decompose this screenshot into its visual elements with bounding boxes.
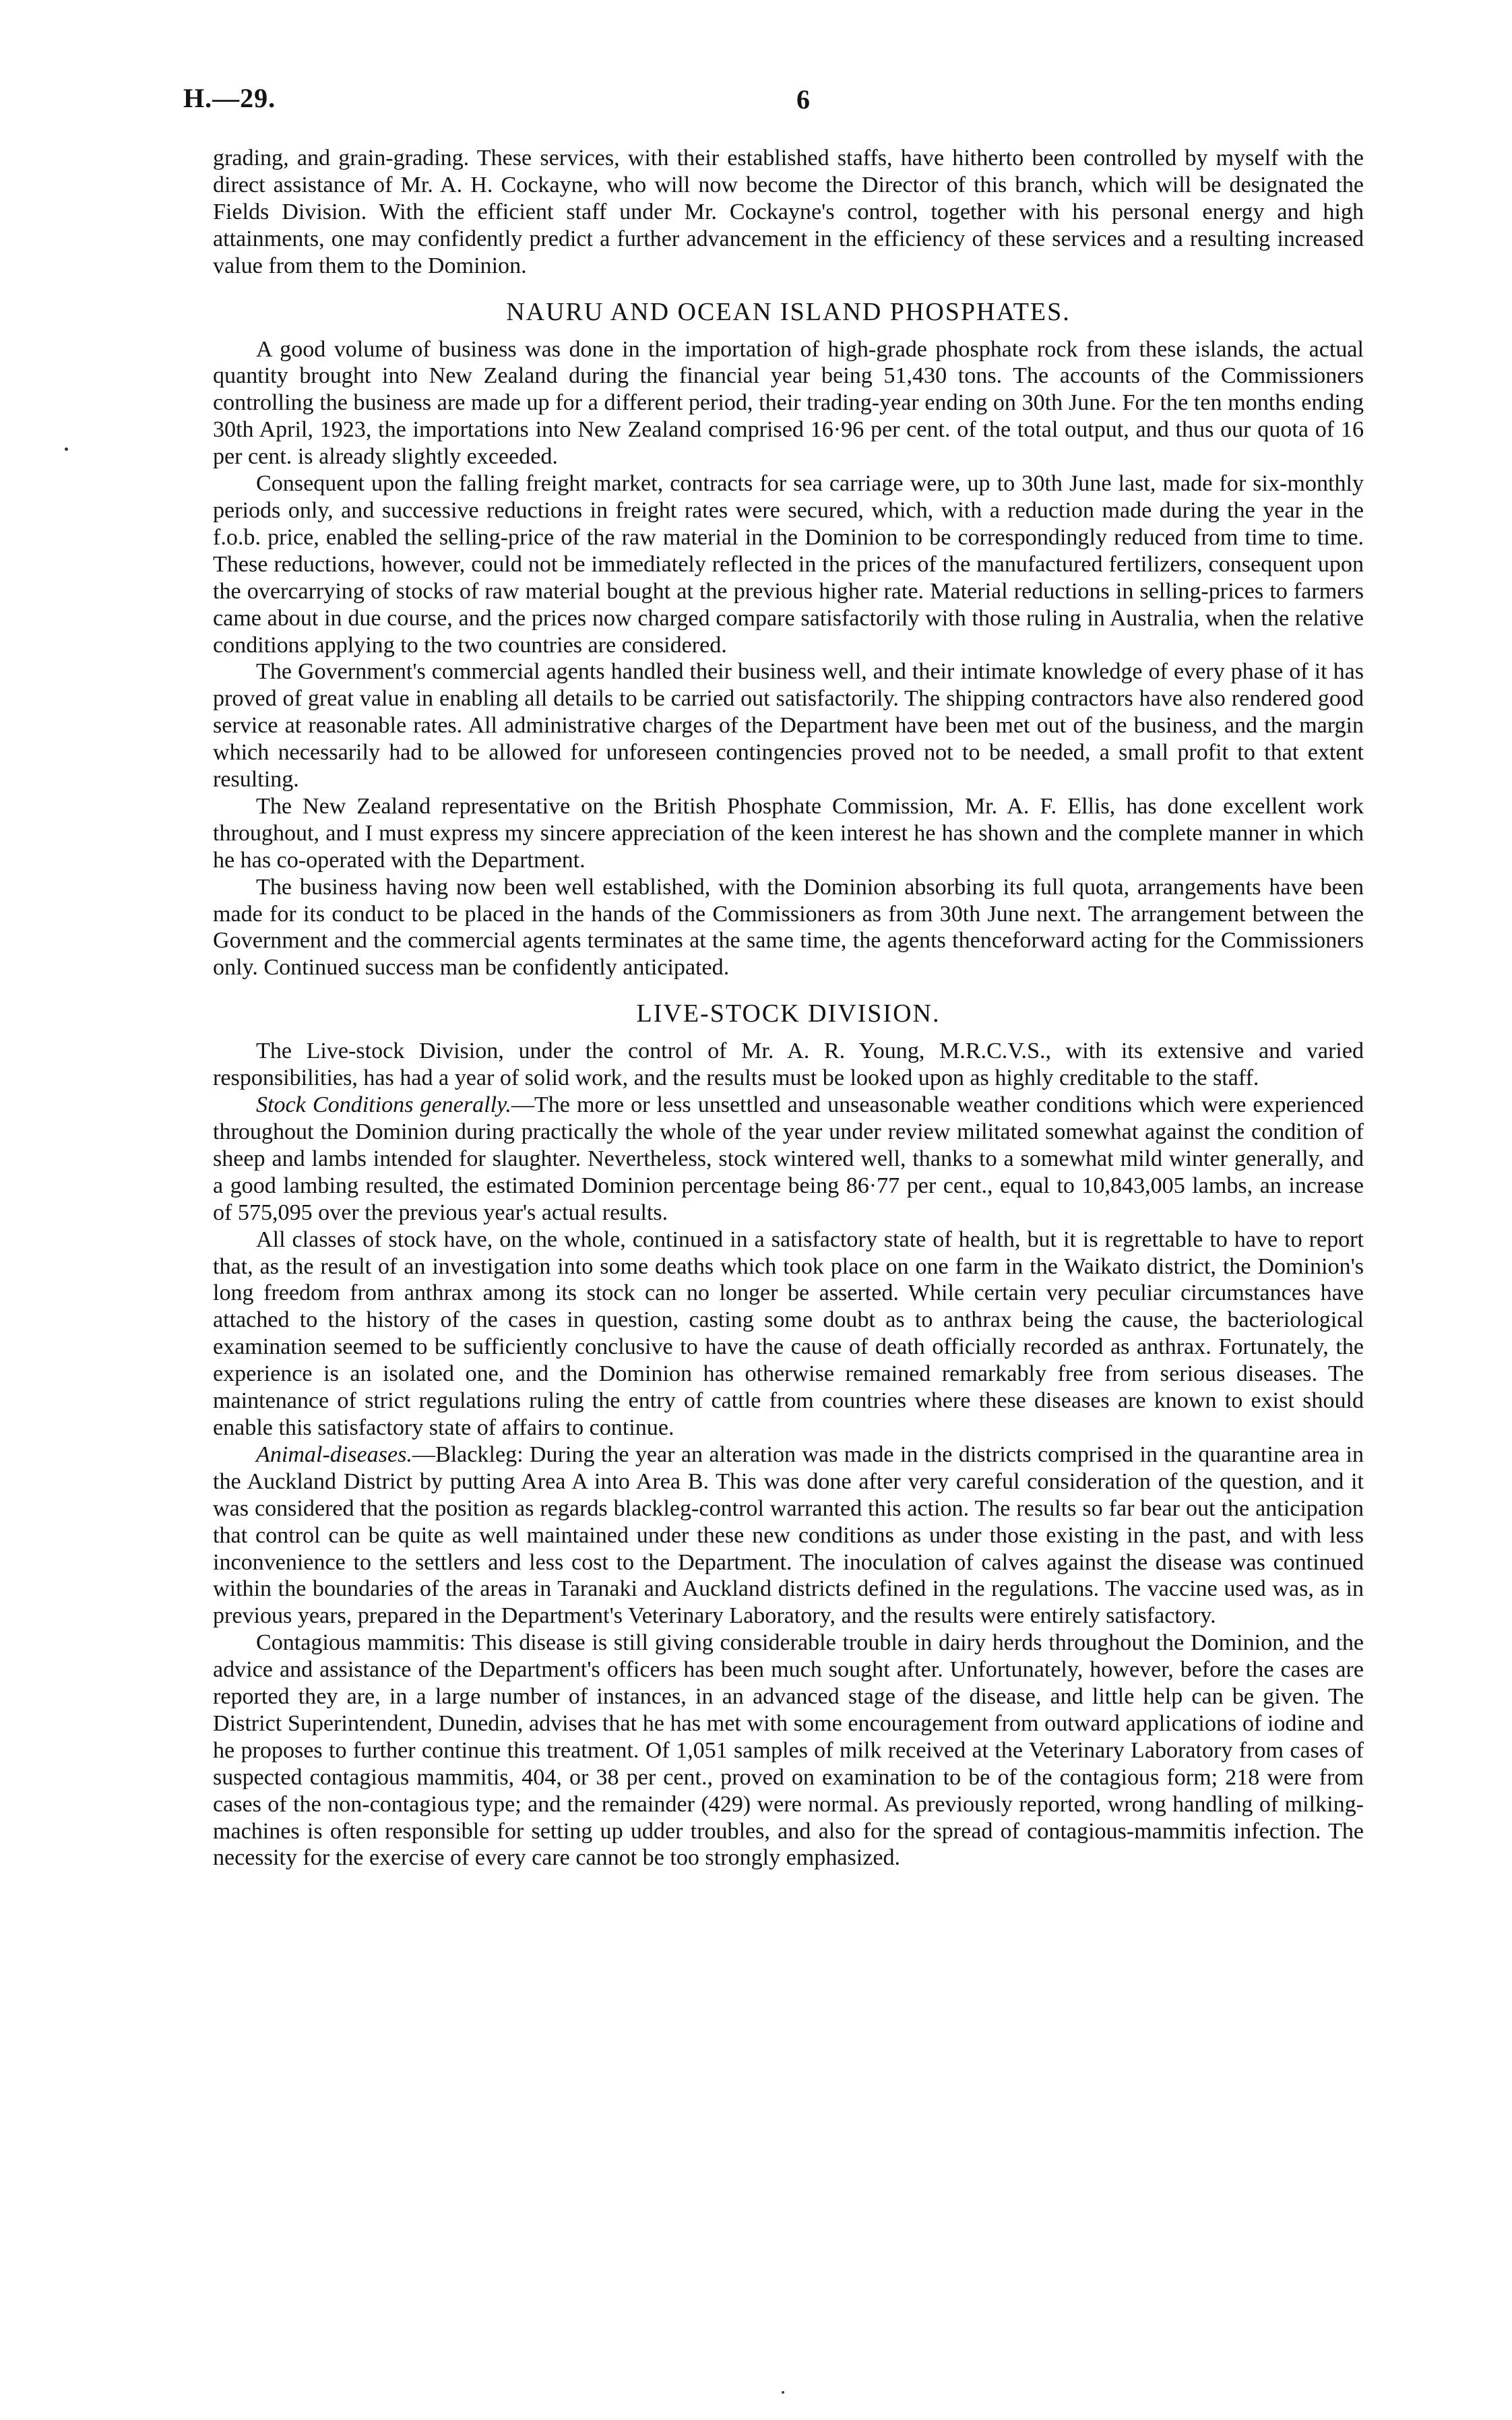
paragraph-livestock-1: The Live-stock Division, under the control of Mr. A. R. Young, M.R.C.V.S., with its extensive and varied responsibilities, has had a year of solid work, and the results must be looked upon as highly creditable to the staff. — [213, 1038, 1364, 1091]
paragraph-intro: grading, and grain-grading. These services, with their established staffs, have hitherto been controlled by myself with the direct assistance of Mr. A. H. Cockayne, who will now become the Director of this branch, which will be designated the Fields Division. With the efficient staff under Mr. Cockayne's control, together with his personal energy and high attainments, one may confidently predict a further advancement in the efficiency of these services and a resulting increased value from them to the Dominion. — [213, 146, 1364, 278]
subheading-animal-diseases: Animal-diseases. — [256, 1441, 412, 1467]
paragraph-nauru-4: The New Zealand representative on the British Phosphate Commission, Mr. A. F. Ellis, has done excellent work throughout, and I must express my sincere appreciation of the keen interest he has shown and the complete manner in which he has co-operated with the Department. — [213, 793, 1364, 873]
paragraph-nauru-1: A good volume of business was done in the importation of high-grade phosphate rock from these islands, the actual quantity brought into New Zealand during the financial year being 51,430 tons. The accounts of the Commissioners controlling the business are made up for a different period, their trading-year ending on 30th June. For the ten months ending 30th April, 1923, the importations into New Zealand comprised 16·96 per cent. of the total output, and thus our quota of 16 per cent. is already slightly exceeded. — [213, 336, 1364, 470]
paragraph-nauru-3: The Government's commercial agents handled their business well, and their intimate knowledge of every phase of it has proved of great value in enabling all details to be carried out satisfactorily. The shipping contractors have also rendered good service at reasonable rates. All administrative charges of the Department have been met out of the business, and the margin which necessarily had to be allowed for unforeseen contingencies proved not to be needed, a small profit to that extent resulting. — [213, 659, 1364, 793]
paragraph-livestock-3: All classes of stock have, on the whole, continued in a satisfactory state of health, but it is regrettable to have to report that, as the result of an investigation into some deaths which took place on one farm in the Waikato district, the Dominion's long freedom from anthrax among its stock can no longer be asserted. While certain very peculiar circumstances have attached to the history of the cases in question, casting some doubt as to anthrax being the cause, the bacteriological examination seemed to be sufficiently conclusive to have the cause of death officially recorded as anthrax. Fortunately, the experience is an isolated one, and the Dominion has otherwise remained remarkably free from serious diseases. The maintenance of strict regulations ruling the entry of cattle from countries where these diseases are known to exist should enable this satisfactory state of affairs to continue. — [213, 1227, 1364, 1440]
footer-mark — [782, 2391, 784, 2394]
subheading-stock-conditions: Stock Conditions generally. — [256, 1092, 511, 1118]
paragraph-livestock-2 — [213, 1092, 1364, 1227]
paragraph-livestock-2-text: —The more or less unsettled and unseasonable weather conditions which were experienced throughout the Dominion during practically the whole of the year under review militated somewhat against the condition of sheep and lambs intended for slaughter. Nevertheless, stock wintered well, thanks to a somewhat mild winter generally, and a good lambing resulted, the estimated Dominion percentage being 86·77 per cent., equal to 10,843,005 lambs, an increase of 575,095 over the previous year's actual results. — [213, 1092, 1364, 1225]
paragraph-nauru-5: The business having now been well established, with the Dominion absorbing its full quota, arrangements have been made for its conduct to be placed in the hands of the Commissioners as from 30th June next. The arrangement between the Government and the commercial agents terminates at the same time, the agents thenceforward acting for the Commissioners only. Continued success man be confidently anticipated. — [213, 874, 1364, 981]
paragraph-nauru-2: Consequent upon the falling freight market, contracts for sea carriage were, up to 30th June last, made for six-monthly periods only, and successive reductions in freight rates were secured, which, with a reduction made during the year in the f.o.b. price, enabled the selling-price of the raw material in the Dominion to be correspondingly reduced from time to time. These reductions, however, could not be immediately reflected in the prices of the manufactured fertilizers, consequent upon the overcarrying of stocks of raw material bought at the previous higher rate. Material reductions in selling-prices to farmers came about in due course, and the prices now charged compare satisfactorily with those ruling in Australia, when the relative conditions applying to the two countries are considered. — [213, 471, 1364, 658]
heading-livestock: LIVE-STOCK DIVISION. — [636, 999, 941, 1028]
heading-nauru: NAURU AND OCEAN ISLAND PHOSPHATES. — [506, 297, 1071, 326]
paragraph-livestock-4 — [213, 1441, 1364, 1630]
paragraph-livestock-5: Contagious mammitis: This disease is still giving considerable trouble in dairy herds throughout the Dominion, and the advice and assistance of the Department's officers has been much sought after. Unfortunately, however, before the cases are reported they are, in a large number of instances, in an advanced stage of the disease, and little help can be given. The District Superintendent, Dunedin, advises that he has met with some encouragement from outward applications of iodine and he proposes to further continue this treatment. Of 1,051 samples of milk received at the Veterinary Laboratory from cases of suspected contagious mammitis, 404, or 38 per cent., proved on examination to be of the contagious form; 218 were from cases of the non-contagious type; and the remainder (429) were normal. As previously reported, wrong handling of milking-machines is often responsible for setting up udder troubles, and also for the spread of contagious-mammitis infection. The necessity for the exercise of every care cannot be too strongly emphasized. — [213, 1630, 1364, 1871]
body-text — [213, 145, 1364, 1871]
document-reference: H.—29. — [183, 83, 276, 113]
margin-mark — [65, 447, 68, 451]
page-number: 6 — [796, 84, 810, 115]
paragraph-livestock-4-text: —Blackleg: During the year an alteration was made in the districts comprised in the quarantine area in the Auckland District by putting Area A into Area B. This was done after very careful consideration of the question, and it was considered that the position as regards blackleg-control warranted this action. The results so far bear out the anticipation that control can be quite as well maintained under these new conditions as under those existing in the past, and with less inconvenience to the settlers and less cost to the Department. The inoculation of calves against the disease was continued within the boundaries of the areas in Taranaki and Auckland districts defined in the regulations. The vaccine used was, as in previous years, prepared in the Department's Veterinary Laboratory, and the results were entirely satisfactory. — [213, 1441, 1364, 1629]
